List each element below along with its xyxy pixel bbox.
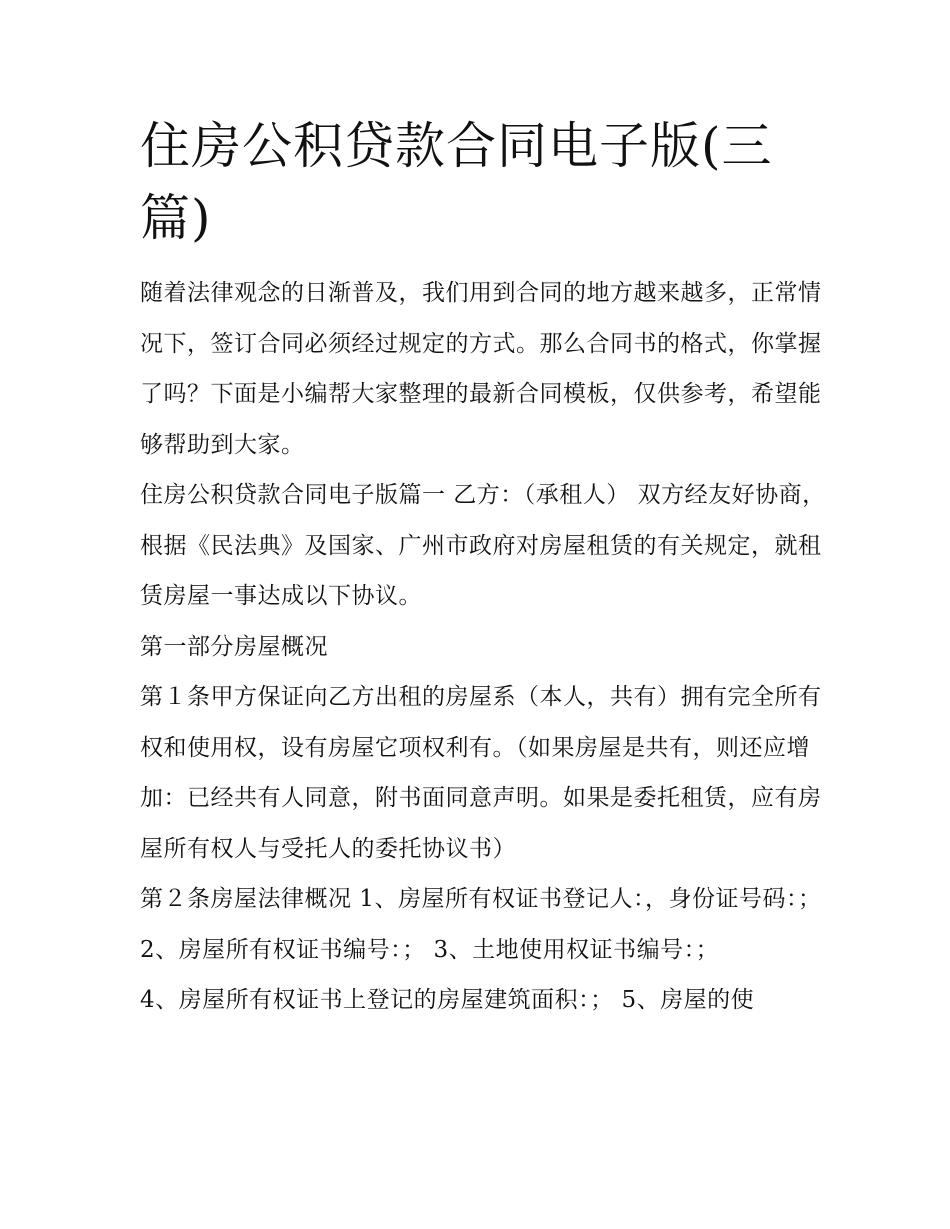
paragraph-article-1: 第１条甲方保证向乙方出租的房屋系（本人，共有）拥有完全所有权和使用权，设有房屋它项权利有。（如果房屋是共有，则还应增加：已经共有人同意，附书面同意声明。如果是委托租赁，应有房屋所有权人与受托人的委托协议书） xyxy=(140,684,822,862)
document-title: 住房公积贷款合同电子版(三篇) xyxy=(140,117,773,247)
paragraph-article-2: 第２条房屋法律概况 1、房屋所有权证书登记人：，身份证号码：； 2、房屋所有权证书编号：； 3、土地使用权证书编号：； xyxy=(140,886,822,963)
paragraph-intro: 随着法律观念的日渐普及，我们用到合同的地方越来越多，正常情况下，签订合同必须经过规定的方式。那么合同书的格式，你掌握了吗？下面是小编帮大家整理的最新合同模板，仅供参考，希望能够帮助到大家。 xyxy=(140,280,822,458)
paragraph-section-one: 住房公积贷款合同电子版篇一 乙方：（承租人） 双方经友好协商，根据《民法典》及国家、广州市政府对房屋租赁的有关规定，就租赁房屋一事达成以下协议。 xyxy=(140,482,826,609)
paragraph-part-one-heading: 第一部分房屋概况 xyxy=(140,633,328,660)
paragraph-article-2-continued: 4、房屋所有权证书上登记的房屋建筑面积：； 5、房屋的使 xyxy=(140,987,755,1013)
document-content xyxy=(140,110,830,1026)
